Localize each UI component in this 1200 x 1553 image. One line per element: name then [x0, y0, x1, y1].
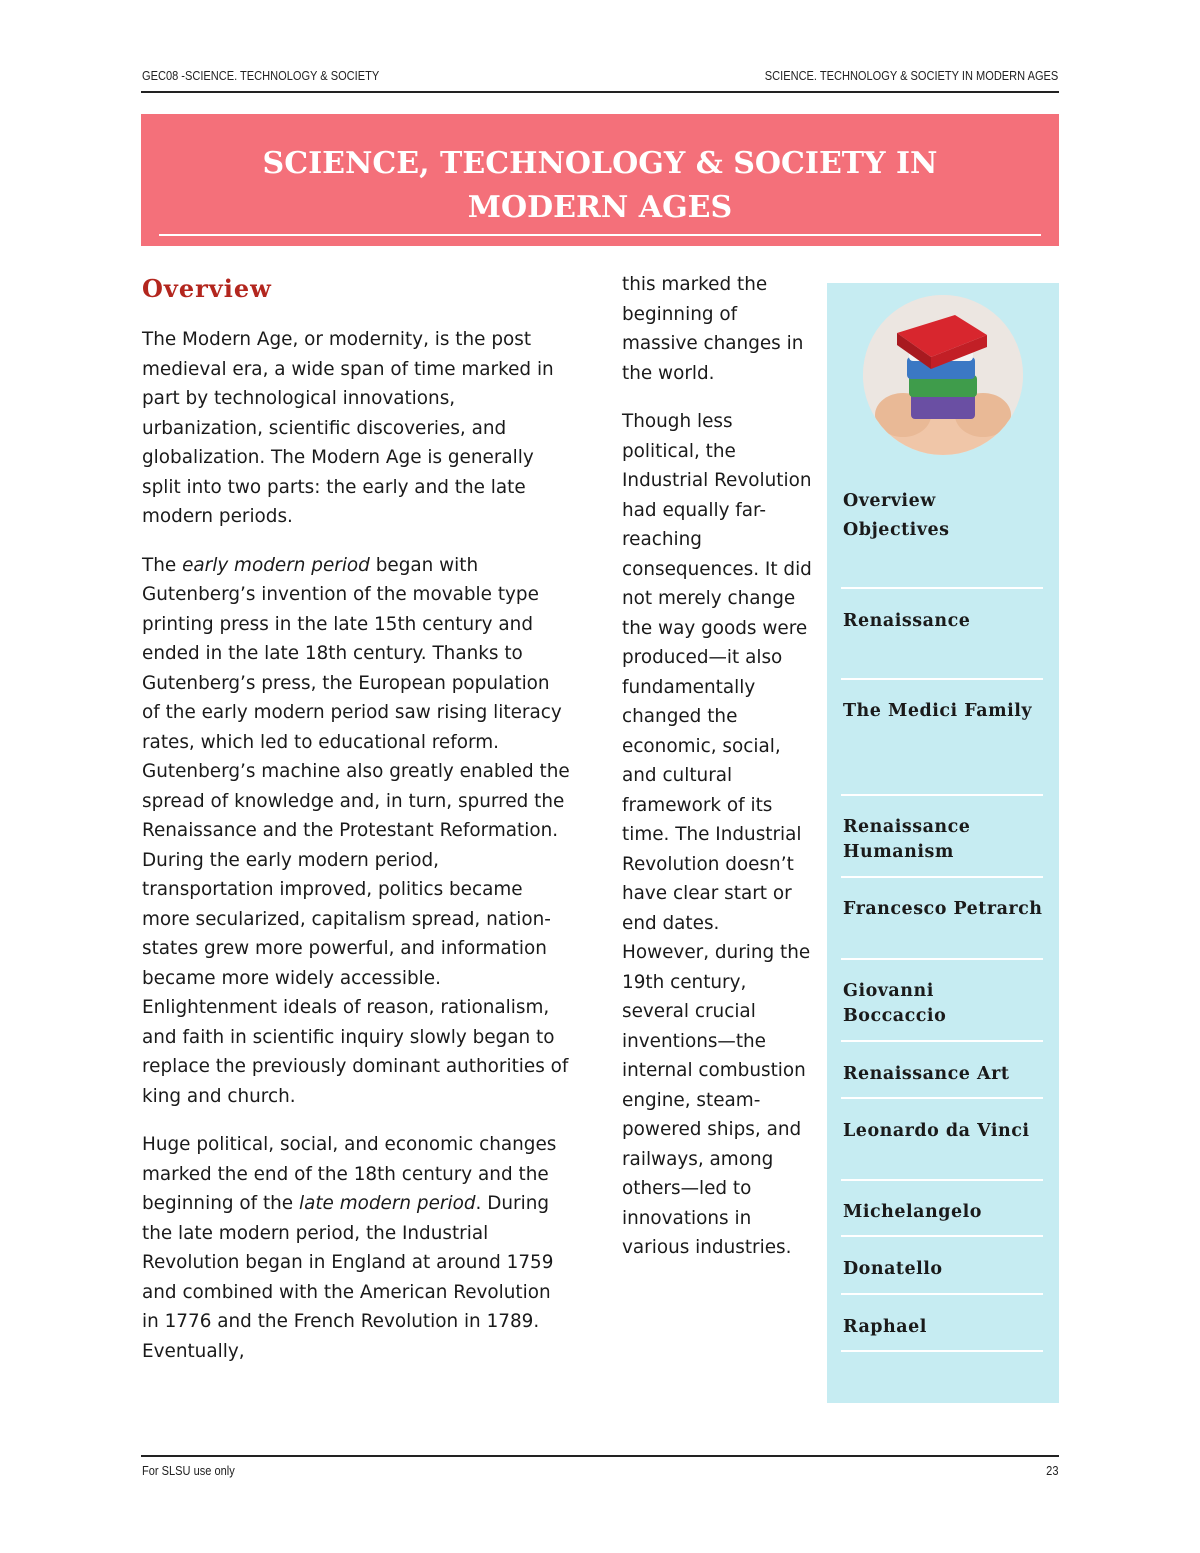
toc-renaissance[interactable]: Renaissance	[843, 611, 971, 631]
toc-divider	[841, 678, 1043, 680]
column2-paragraph-1: this marked the beginning of massive changes in the world.	[622, 274, 804, 384]
second-column	[622, 270, 812, 1282]
toc-renaissance-humanism[interactable]: Renaissance Humanism	[843, 817, 971, 862]
main-column	[142, 270, 572, 1385]
overview-paragraph-1: The Modern Age, or modernity, is the post medieval era, a wide span of time marked in part by technological innovations, urbanization, scientific discoveries, and globalization. The Modern Age is generally split into two parts: the early and the late modern periods.	[142, 329, 554, 527]
running-header-left: GEC08 -SCIENCE. TECHNOLOGY & SOCIETY	[142, 68, 380, 83]
toc-francesco-petrarch[interactable]: Francesco Petrarch	[843, 899, 1043, 919]
page-title-line-1: SCIENCE, TECHNOLOGY & SOCIETY IN	[262, 146, 938, 181]
header-rule	[141, 91, 1059, 93]
toc-giovanni-boccaccio[interactable]: Giovanni Boccaccio	[843, 981, 947, 1026]
banner-underline	[159, 234, 1041, 236]
toc-leonardo-da-vinci[interactable]: Leonardo da Vinci	[843, 1121, 1030, 1141]
p3-text-a: Huge political, social, and economic changes marked the end of the 18th century and the beginning of the	[142, 1134, 557, 1214]
hands-blocks-image	[863, 295, 1023, 455]
page-title-line-2: MODERN AGES	[467, 190, 733, 225]
page-title	[141, 142, 1059, 230]
p2-text-a: The	[142, 554, 183, 576]
toc-divider	[841, 1235, 1043, 1237]
page-number: 23	[1045, 1463, 1058, 1478]
toc-divider	[841, 1040, 1043, 1042]
toc-overview[interactable]: Overview	[843, 491, 936, 511]
toc-divider	[841, 1097, 1043, 1099]
toc-michelangelo[interactable]: Michelangelo	[843, 1202, 982, 1222]
toc-divider	[841, 1293, 1043, 1295]
running-header-right: SCIENCE. TECHNOLOGY & SOCIETY IN MODERN AGES	[764, 68, 1058, 83]
overview-paragraph-2	[142, 551, 572, 1112]
p3-emphasis: late modern period	[298, 1193, 476, 1214]
title-banner	[141, 114, 1059, 246]
footer-left: For SLSU use only	[142, 1463, 235, 1478]
toc-divider	[841, 1350, 1043, 1352]
toc-divider	[841, 587, 1043, 589]
p2-text-b: began with Gutenberg’s invention of the movable type printing press in the late 15th century and ended in the late 18th century. Thanks to Gutenberg’s press, the European population of the early modern period saw rising literacy rates, which led to educational reform. Gutenberg’s machine also greatly enabled the spread of knowledge and, in turn, spurred the Renaissance and the Protestant Reformation. During the early modern period, transportation improved, politics became more secularized, capitalism spread, nation-states grew more powerful, and information became more widely accessible. Enlightenment ideals of reason, rationalism, and faith in scientific inquiry slowly began to replace the previously dominant authorities of king and church.	[142, 554, 570, 1107]
toc-divider	[841, 876, 1043, 878]
column2-paragraph-2: Though less political, the Industrial Revolution had equally far-reaching consequences. It did not merely change the way goods were produced—it also fundamentally changed the economic, social, and cultural framework of its time. The Industrial Revolution doesn’t have clear start or end dates. However, during the 19th century, several crucial inventions—the internal combustion engine, steam-powered ships, and railways, among others—led to innovations in various industries.	[622, 411, 812, 1258]
overview-paragraph-3	[142, 1130, 572, 1366]
toc-donatello[interactable]: Donatello	[843, 1259, 943, 1279]
toc-objectives[interactable]: Objectives	[843, 520, 950, 540]
toc-divider	[841, 794, 1043, 796]
p3-text-b: . During the late modern period, the Industrial Revolution began in England at around 1759 and combined with the American Revolution in 1776 and the French Revolution in 1789. Eventually,	[142, 1193, 554, 1362]
toc-medici-family[interactable]: The Medici Family	[843, 701, 1033, 721]
toc-raphael[interactable]: Raphael	[843, 1317, 927, 1337]
sidebar-toc	[827, 283, 1059, 1403]
toc-renaissance-art[interactable]: Renaissance Art	[843, 1064, 1010, 1084]
toc-divider	[841, 1179, 1043, 1181]
footer-rule	[141, 1455, 1059, 1457]
stacked-blocks-illustration	[863, 295, 1023, 455]
overview-heading: Overview	[142, 274, 272, 303]
toc-divider	[841, 958, 1043, 960]
p2-emphasis: early modern period	[182, 554, 370, 576]
